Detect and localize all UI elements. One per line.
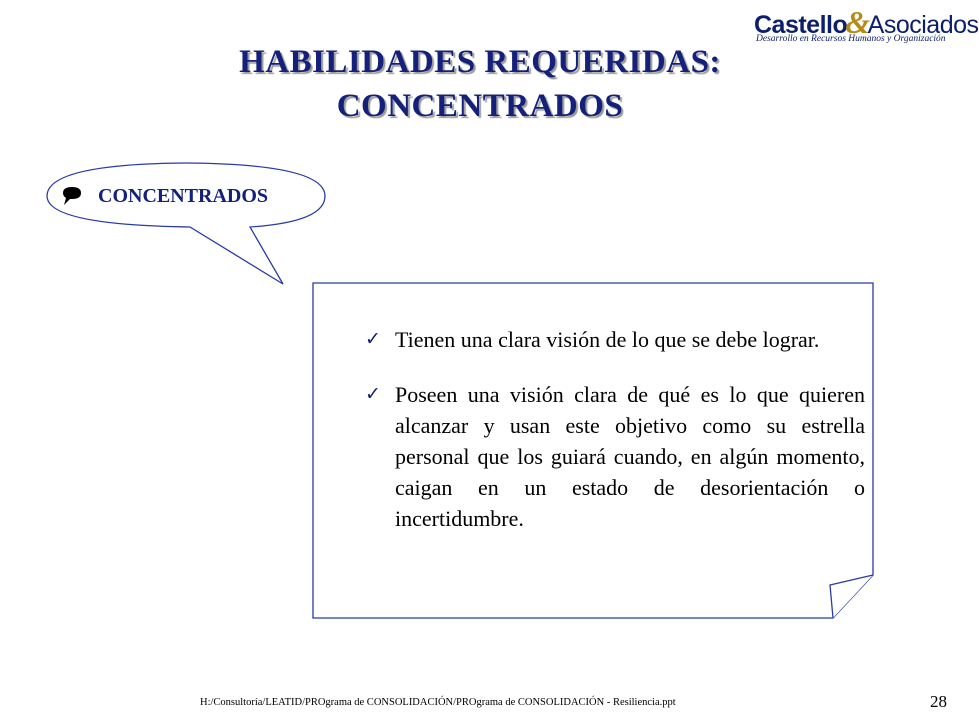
checkmark-icon: ✓ xyxy=(365,328,381,350)
note-list xyxy=(365,324,865,558)
slide-title-line-2: CONCENTRADOS xyxy=(336,88,624,124)
logo-wordmark: Castello&Asociados xyxy=(754,4,979,40)
page-number: 28 xyxy=(930,692,947,711)
logo-tagline: Desarrollo en Recursos Humanos y Organización xyxy=(756,34,946,44)
list-item xyxy=(365,379,865,534)
footer-file-path: H:/Consultoría/LEATID/PROgrama de CONSOLIDACIÓN/PROgrama de CONSOLIDACIÓN - Resiliencia.ppt xyxy=(200,697,676,708)
list-item-text: Tienen una clara visión de lo que se debe lograr. xyxy=(395,327,820,352)
callout-text: CONCENTRADOS xyxy=(98,184,269,207)
list-item xyxy=(365,324,865,355)
checkmark-icon: ✓ xyxy=(365,383,381,405)
slide-title-line-1: HABILIDADES REQUERIDAS: xyxy=(239,44,721,80)
list-item-text: Poseen una visión clara de qué es lo que quieren alcanzar y usan este objetivo como su estrella personal que los guiará cuando, en algún momento, caigan en un estado de desorientación o incertidumbre. xyxy=(395,382,865,531)
